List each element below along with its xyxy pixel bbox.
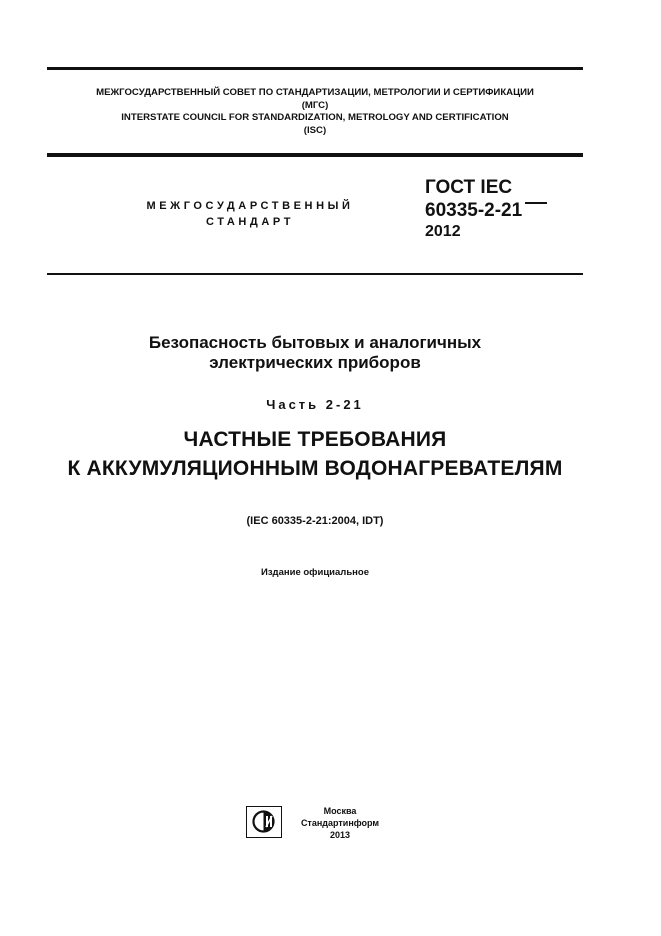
standard-kind-line1: МЕЖГОСУДАРСТВЕННЫЙ bbox=[146, 200, 354, 212]
council-ru-line1: МЕЖГОСУДАРСТВЕННЫЙ СОВЕТ ПО СТАНДАРТИЗАЦИИ, МЕТРОЛОГИИ И СЕРТИФИКАЦИИ bbox=[96, 87, 534, 98]
council-en-line2: (ISC) bbox=[303, 124, 327, 136]
edition-label: Издание официальное bbox=[261, 567, 369, 578]
publisher-city: Москва bbox=[323, 806, 357, 816]
standard-kind-line2: СТАНДАРТ bbox=[205, 216, 295, 228]
general-title bbox=[30, 333, 600, 373]
standard-kind bbox=[110, 198, 390, 230]
part-number: Часть 2-21 bbox=[266, 397, 364, 412]
specific-title-line2: К АККУМУЛЯЦИОННЫМ ВОДОНАГРЕВАТЕЛЯМ bbox=[67, 457, 563, 480]
gost-line1: ГОСТ IEC bbox=[425, 177, 513, 198]
designation-rule bbox=[47, 273, 583, 275]
gost-number: 60335-2-21 bbox=[425, 200, 523, 221]
publisher-name: Стандартинформ bbox=[300, 818, 380, 828]
publisher-info bbox=[296, 805, 384, 841]
general-title-line2: электрических приборов bbox=[209, 353, 421, 372]
specific-title bbox=[30, 425, 600, 483]
iec-equivalence: (IEC 60335-2-21:2004, IDT) bbox=[246, 515, 384, 527]
gost-year: 2012 bbox=[425, 223, 461, 240]
standartinform-logo bbox=[246, 806, 282, 838]
standartinform-logo-icon bbox=[247, 807, 280, 836]
general-title-line1: Безопасность бытовых и аналогичных bbox=[148, 333, 482, 352]
council-header bbox=[47, 87, 583, 137]
council-en-line1: INTERSTATE COUNCIL FOR STANDARDIZATION, METROLOGY AND CERTIFICATION bbox=[121, 112, 509, 124]
gost-designation bbox=[425, 176, 547, 242]
top-rule bbox=[47, 67, 583, 70]
council-ru-line2: (МГС) bbox=[301, 99, 329, 111]
publisher-year: 2013 bbox=[329, 830, 351, 840]
gost-dash bbox=[525, 202, 547, 204]
header-rule bbox=[47, 153, 583, 157]
specific-title-line1: ЧАСТНЫЕ ТРЕБОВАНИЯ bbox=[183, 428, 447, 451]
